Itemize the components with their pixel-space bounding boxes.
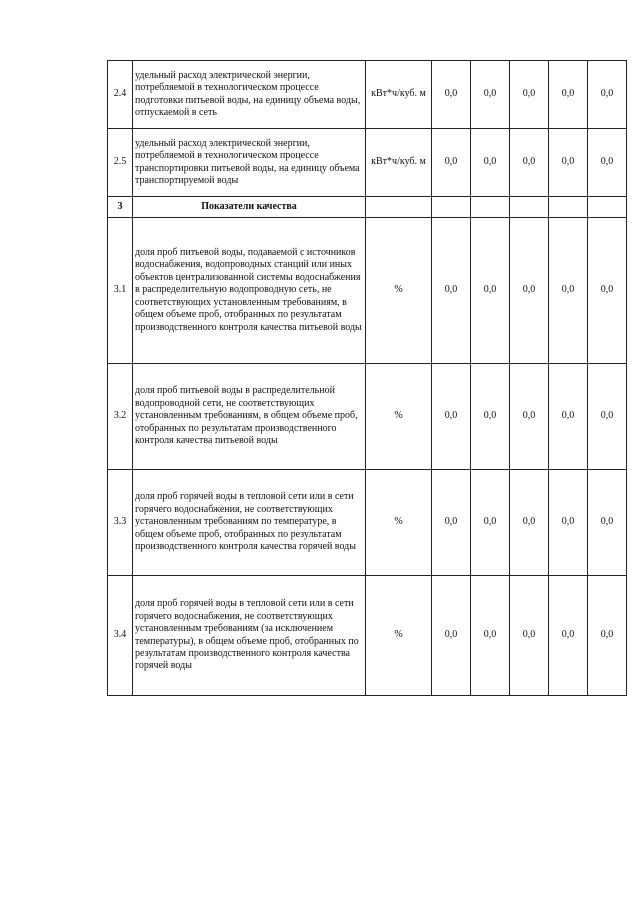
row-value: 0,0: [588, 218, 627, 364]
row-number: 3.3: [108, 470, 133, 576]
section-title: Показатели качества: [133, 197, 366, 218]
row-number: 3.4: [108, 576, 133, 696]
table-row: [108, 61, 627, 129]
row-value: 0,0: [471, 218, 510, 364]
row-value: 0,0: [549, 470, 588, 576]
row-value: 0,0: [510, 470, 549, 576]
row-unit: кВт*ч/куб. м: [366, 61, 432, 129]
table-row: [108, 218, 627, 364]
row-value: 0,0: [510, 61, 549, 129]
row-value: 0,0: [471, 129, 510, 197]
row-unit: %: [366, 576, 432, 696]
row-number: 3.2: [108, 364, 133, 470]
row-value: 0,0: [588, 129, 627, 197]
row-value: 0,0: [549, 61, 588, 129]
row-description: удельный расход электрической энергии, потребляемой в технологическом процессе транспортировки питьевой воды, на единицу объема транспортируемой воды: [133, 129, 366, 197]
row-value: 0,0: [432, 470, 471, 576]
row-unit: [366, 197, 432, 218]
table-row: [108, 364, 627, 470]
row-unit: %: [366, 470, 432, 576]
row-number: 2.4: [108, 61, 133, 129]
row-description: доля проб питьевой воды в распределительной водопроводной сети, не соответствующих установленным требованиям, в общем объеме проб, отобранных по результатам производственного контроля качества питьевой воды: [133, 364, 366, 470]
row-value: 0,0: [432, 364, 471, 470]
table-row: [108, 470, 627, 576]
row-value: 0,0: [432, 61, 471, 129]
row-value: 0,0: [549, 218, 588, 364]
indicators-table: [107, 60, 627, 696]
row-value: 0,0: [588, 470, 627, 576]
table-row: [108, 129, 627, 197]
row-value: 0,0: [510, 364, 549, 470]
row-description: удельный расход электрической энергии, потребляемой в технологическом процессе подготовки питьевой воды, на единицу объема воды, отпускаемой в сеть: [133, 61, 366, 129]
row-value: 0,0: [588, 364, 627, 470]
row-value: 0,0: [549, 364, 588, 470]
row-description: доля проб горячей воды в тепловой сети или в сети горячего водоснабжения, не соответствующих установленным требованиям по температуре, в общем объеме проб, отобранных по результатам производственного контроля качества горячей воды: [133, 470, 366, 576]
section-number: 3: [108, 197, 133, 218]
row-value: 0,0: [588, 576, 627, 696]
row-value: [471, 197, 510, 218]
row-value: 0,0: [588, 61, 627, 129]
row-value: 0,0: [510, 218, 549, 364]
row-value: [432, 197, 471, 218]
row-value: 0,0: [510, 576, 549, 696]
row-value: 0,0: [432, 129, 471, 197]
row-value: [549, 197, 588, 218]
row-value: [510, 197, 549, 218]
row-unit: %: [366, 218, 432, 364]
row-value: 0,0: [549, 129, 588, 197]
row-unit: %: [366, 364, 432, 470]
row-value: 0,0: [432, 218, 471, 364]
row-description: доля проб горячей воды в тепловой сети или в сети горячего водоснабжения, не соответствующих установленным требованиям (за исключением температуры), в общем объеме проб, отобранных по результатам производственного контроля качества горячей воды: [133, 576, 366, 696]
row-number: 2.5: [108, 129, 133, 197]
row-value: 0,0: [471, 576, 510, 696]
row-number: 3.1: [108, 218, 133, 364]
row-value: 0,0: [471, 364, 510, 470]
row-value: 0,0: [471, 470, 510, 576]
section-row: [108, 197, 627, 218]
row-unit: кВт*ч/куб. м: [366, 129, 432, 197]
table-row: [108, 576, 627, 696]
row-value: 0,0: [549, 576, 588, 696]
row-value: 0,0: [510, 129, 549, 197]
row-value: [588, 197, 627, 218]
row-description: доля проб питьевой воды, подаваемой с источников водоснабжения, водопроводных станций или иных объектов централизованной системы водоснабжения в распределительную водопроводную сеть, не соответствующих установленным требованиям, в общем объеме проб, отобранных по результатам производственного контроля качества питьевой воды: [133, 218, 366, 364]
row-value: 0,0: [471, 61, 510, 129]
row-value: 0,0: [432, 576, 471, 696]
